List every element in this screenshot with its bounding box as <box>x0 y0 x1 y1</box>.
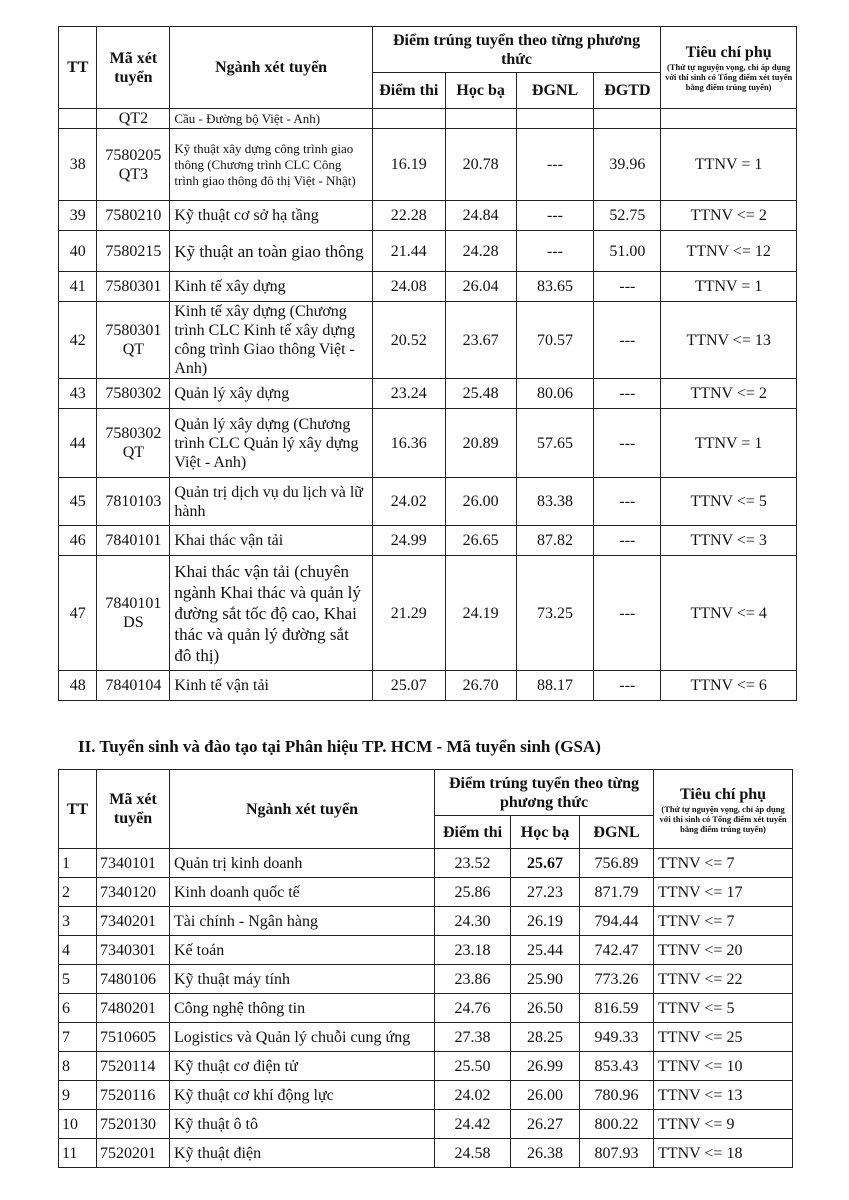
cell-tt: 11 <box>59 1139 97 1168</box>
cell-tt: 45 <box>59 478 97 526</box>
cell-exam-score: 16.36 <box>372 409 445 478</box>
cell-dgtd-score: --- <box>594 302 661 379</box>
cell-code: 7340120 <box>97 878 170 907</box>
cell-criteria: TTNV <= 17 <box>654 878 793 907</box>
header-major: Ngành xét tuyển <box>170 27 372 109</box>
header-tt: TT <box>59 27 97 109</box>
cell-tt: 5 <box>59 965 97 994</box>
cell-exam-score: 25.07 <box>372 671 445 701</box>
cell-major: Kinh tế xây dựng (Chương trình CLC Kinh tế xây dựng công trình Giao thông Việt - Anh) <box>170 302 372 379</box>
table-row <box>59 965 793 994</box>
cell-exam-score: 23.24 <box>372 379 445 409</box>
cell-transcript-score: 26.04 <box>445 272 516 302</box>
cell-transcript-score: 20.78 <box>445 129 516 201</box>
cell-code: 7520116 <box>97 1081 170 1110</box>
cell-transcript-score: 25.48 <box>445 379 516 409</box>
table-row <box>59 671 797 701</box>
cell-exam-score: 24.02 <box>435 1081 511 1110</box>
table-row <box>59 231 797 272</box>
cell-exam-score: 23.86 <box>435 965 511 994</box>
cell-transcript-score: 26.50 <box>511 994 580 1023</box>
cell-transcript-score: 26.38 <box>511 1139 580 1168</box>
cell-criteria: TTNV <= 20 <box>654 936 793 965</box>
cell-tt: 7 <box>59 1023 97 1052</box>
header-major: Ngành xét tuyển <box>170 770 435 849</box>
cell-criteria: TTNV <= 13 <box>654 1081 793 1110</box>
cell-tt: 42 <box>59 302 97 379</box>
cell-transcript-score: 26.99 <box>511 1052 580 1081</box>
cell-code: 7480201 <box>97 994 170 1023</box>
cell-tt: 3 <box>59 907 97 936</box>
cell-dgnl-score: --- <box>516 201 594 231</box>
table-row <box>59 907 793 936</box>
header-transcript: Học bạ <box>445 73 516 109</box>
cell-criteria: TTNV <= 13 <box>661 302 797 379</box>
cell-exam-score: 24.08 <box>372 272 445 302</box>
header-score-group: Điểm trúng tuyển theo từng phương thức <box>372 27 660 73</box>
cell-exam-score: 24.30 <box>435 907 511 936</box>
cell-criteria: TTNV <= 4 <box>661 556 797 671</box>
header-criteria-note: (Thứ tự nguyện vọng, chỉ áp dụng với thí sinh có Tổng điểm xét tuyển bằng điểm trúng tuyển) <box>665 62 793 92</box>
table-row <box>59 1139 793 1168</box>
cell-major: Công nghệ thông tin <box>170 994 435 1023</box>
table-row <box>59 409 797 478</box>
table-row <box>59 936 793 965</box>
cell-dgnl-score: 83.65 <box>516 272 594 302</box>
cell-transcript-score: 26.27 <box>511 1110 580 1139</box>
section-heading: II. Tuyển sinh và đào tạo tại Phân hiệu TP. HCM - Mã tuyển sinh (GSA) <box>78 737 601 756</box>
cell-dgnl-score: 816.59 <box>580 994 654 1023</box>
cell-tt: 39 <box>59 201 97 231</box>
cell-tt: 47 <box>59 556 97 671</box>
table-row <box>59 556 797 671</box>
cell-transcript-score: 25.90 <box>511 965 580 994</box>
cell-code: 7340301 <box>97 936 170 965</box>
cell-transcript-score: 26.00 <box>511 1081 580 1110</box>
cell-dgnl-score: --- <box>516 129 594 201</box>
cell-exam-score: 25.86 <box>435 878 511 907</box>
cell-exam-score: 22.28 <box>372 201 445 231</box>
cell-criteria: TTNV = 1 <box>661 129 797 201</box>
cell-major: Kỹ thuật cơ điện tử <box>170 1052 435 1081</box>
cell-criteria: TTNV <= 12 <box>661 231 797 272</box>
cell-criteria: TTNV <= 5 <box>654 994 793 1023</box>
cell-transcript-score: 23.67 <box>445 302 516 379</box>
cell-exam-score: 20.52 <box>372 302 445 379</box>
table-row <box>59 129 797 201</box>
cell-transcript-score: 24.19 <box>445 556 516 671</box>
header-criteria-note: (Thứ tự nguyện vọng, chỉ áp dụng với thí sinh có Tổng điểm xét tuyển bằng điểm trúng tuyển) <box>659 803 787 834</box>
cell-criteria: TTNV <= 25 <box>654 1023 793 1052</box>
cell-major: Khai thác vận tải (chuyên ngành Khai thác và quản lý đường sắt tốc độ cao, Khai thác và quản lý đường sắt đô thị) <box>170 556 372 671</box>
cell-dgtd-score: --- <box>594 272 661 302</box>
cell-tt: 40 <box>59 231 97 272</box>
header-score-group: Điểm trúng tuyển theo từng phương thức <box>435 770 654 816</box>
cell-criteria: TTNV <= 5 <box>661 478 797 526</box>
table-row <box>59 1110 793 1139</box>
cell-criteria: TTNV <= 2 <box>661 201 797 231</box>
cell-transcript-score: 28.25 <box>511 1023 580 1052</box>
table-row <box>59 878 793 907</box>
cell-tt: 10 <box>59 1110 97 1139</box>
cell-criteria: TTNV <= 3 <box>661 526 797 556</box>
cell-dgnl-score: 800.22 <box>580 1110 654 1139</box>
cell-exam-score: 24.02 <box>372 478 445 526</box>
cell-criteria: TTNV <= 7 <box>654 849 793 878</box>
cell-major: Kỹ thuật cơ sở hạ tầng <box>170 201 372 231</box>
table-row <box>59 379 797 409</box>
cell-exam-score: 21.29 <box>372 556 445 671</box>
cell-dgtd-score: 52.75 <box>594 201 661 231</box>
cell-code: 7510605 <box>97 1023 170 1052</box>
cell-code: 7520130 <box>97 1110 170 1139</box>
cell-code: 7580301 <box>97 272 170 302</box>
cell-criteria: TTNV <= 6 <box>661 671 797 701</box>
admission-scores-table-main <box>58 26 797 701</box>
cell-exam-score: 27.38 <box>435 1023 511 1052</box>
header-criteria-cell <box>654 770 793 849</box>
table-row <box>59 272 797 302</box>
header-code: Mã xét tuyển <box>97 770 170 849</box>
cell-major: Kỹ thuật xây dựng công trình giao thông (Chương trình CLC Công trình giao thông đô thị Việt - Nhật) <box>170 129 372 201</box>
cell-transcript-score: 25.44 <box>511 936 580 965</box>
cell-dgnl-score: 807.93 <box>580 1139 654 1168</box>
cell-tt: 9 <box>59 1081 97 1110</box>
cell-tt: 6 <box>59 994 97 1023</box>
cell-dgnl-score: --- <box>516 231 594 272</box>
cell-transcript-score: 24.84 <box>445 201 516 231</box>
cell-transcript-score: 25.67 <box>511 849 580 878</box>
cell-dgnl-score: 70.57 <box>516 302 594 379</box>
cell-code: 7810103 <box>97 478 170 526</box>
header-tt: TT <box>59 770 97 849</box>
cell-code: 7340101 <box>97 849 170 878</box>
cell-dgnl-score: 83.38 <box>516 478 594 526</box>
cell-exam-score: 21.44 <box>372 231 445 272</box>
cell-code: 7340201 <box>97 907 170 936</box>
cell-transcript-score: 20.89 <box>445 409 516 478</box>
cell-major: Kinh doanh quốc tế <box>170 878 435 907</box>
cell-dgtd-score: --- <box>594 379 661 409</box>
cell-transcript-score: 24.28 <box>445 231 516 272</box>
header-dgnl: ĐGNL <box>516 73 594 109</box>
cell-dgnl-score: 756.89 <box>580 849 654 878</box>
table-row <box>59 302 797 379</box>
table-row-continuation <box>59 109 797 129</box>
table-row <box>59 478 797 526</box>
cell-major: Tài chính - Ngân hàng <box>170 907 435 936</box>
cell-tt: 43 <box>59 379 97 409</box>
cell-transcript-score: 26.70 <box>445 671 516 701</box>
cell-exam-score: 23.52 <box>435 849 511 878</box>
cell-dgnl-score: 853.43 <box>580 1052 654 1081</box>
table-row <box>59 849 793 878</box>
cell-tt: 2 <box>59 878 97 907</box>
cell-dgnl-score: 73.25 <box>516 556 594 671</box>
cell-transcript-score: 26.00 <box>445 478 516 526</box>
cell-tt: 44 <box>59 409 97 478</box>
cell-criteria: TTNV <= 2 <box>661 379 797 409</box>
header-criteria-cell <box>661 27 797 109</box>
cell-dgnl-score: 780.96 <box>580 1081 654 1110</box>
cell-dgnl-score: 88.17 <box>516 671 594 701</box>
cell-exam-score: 24.42 <box>435 1110 511 1139</box>
table-row <box>59 994 793 1023</box>
cell-dgnl-score: 794.44 <box>580 907 654 936</box>
cell-code: 7840104 <box>97 671 170 701</box>
cell-code: 7580302 <box>97 379 170 409</box>
cell-dgnl-score: 80.06 <box>516 379 594 409</box>
header-criteria: Tiêu chí phụ <box>680 785 767 803</box>
cell-code: 7580210 <box>97 201 170 231</box>
cell-code: QT2 <box>97 109 170 129</box>
cell-criteria: TTNV = 1 <box>661 272 797 302</box>
cell-dgtd-score: 39.96 <box>594 129 661 201</box>
cell-dgtd-score: --- <box>594 478 661 526</box>
cell-transcript-score: 26.19 <box>511 907 580 936</box>
cell-transcript-score: 27.23 <box>511 878 580 907</box>
table-row <box>59 526 797 556</box>
cell-code: 7580301 QT <box>97 302 170 379</box>
header-code: Mã xét tuyển <box>97 27 170 109</box>
cell-dgnl-score: 87.82 <box>516 526 594 556</box>
cell-dgtd-score: --- <box>594 556 661 671</box>
cell-code: 7480106 <box>97 965 170 994</box>
cell-dgtd-score: --- <box>594 526 661 556</box>
cell-exam-score: 16.19 <box>372 129 445 201</box>
cell-criteria: TTNV <= 22 <box>654 965 793 994</box>
cell-code: 7840101 DS <box>97 556 170 671</box>
cell-exam-score: 24.58 <box>435 1139 511 1168</box>
table-row <box>59 1081 793 1110</box>
cell-major: Kinh tế vận tải <box>170 671 372 701</box>
cell-dgnl-score: 949.33 <box>580 1023 654 1052</box>
header-transcript: Học bạ <box>511 816 580 849</box>
cell-dgnl-score: 742.47 <box>580 936 654 965</box>
cell-dgnl-score: 773.26 <box>580 965 654 994</box>
cell-exam-score: 24.76 <box>435 994 511 1023</box>
cell-code: 7580215 <box>97 231 170 272</box>
header-dgtd: ĐGTD <box>594 73 661 109</box>
cell-criteria: TTNV <= 10 <box>654 1052 793 1081</box>
cell-dgnl-score: 871.79 <box>580 878 654 907</box>
header-exam: Điểm thi <box>435 816 511 849</box>
cell-criteria: TTNV <= 9 <box>654 1110 793 1139</box>
cell-criteria: TTNV = 1 <box>661 409 797 478</box>
cell-tt: 46 <box>59 526 97 556</box>
header-criteria: Tiêu chí phụ <box>685 44 772 61</box>
cell-tt: 48 <box>59 671 97 701</box>
cell-dgtd-score: --- <box>594 671 661 701</box>
cell-transcript-score: 26.65 <box>445 526 516 556</box>
cell-major: Khai thác vận tải <box>170 526 372 556</box>
cell-major: Kỹ thuật an toàn giao thông <box>170 231 372 272</box>
cell-major: Kỹ thuật điện <box>170 1139 435 1168</box>
table-row <box>59 1052 793 1081</box>
cell-criteria: TTNV <= 7 <box>654 907 793 936</box>
cell-major: Quản lý xây dựng (Chương trình CLC Quản lý xây dựng Việt - Anh) <box>170 409 372 478</box>
cell-exam-score: 24.99 <box>372 526 445 556</box>
cell-major: Kỹ thuật máy tính <box>170 965 435 994</box>
cell-major: Kế toán <box>170 936 435 965</box>
cell-major: Kỹ thuật cơ khí động lực <box>170 1081 435 1110</box>
cell-tt: 41 <box>59 272 97 302</box>
cell-tt: 1 <box>59 849 97 878</box>
header-exam: Điểm thi <box>372 73 445 109</box>
cell-tt: 38 <box>59 129 97 201</box>
header-dgnl: ĐGNL <box>580 816 654 849</box>
table-row <box>59 201 797 231</box>
cell-tt: 4 <box>59 936 97 965</box>
cell-code: 7580205 QT3 <box>97 129 170 201</box>
cell-major: Logistics và Quản lý chuỗi cung ứng <box>170 1023 435 1052</box>
cell-major: Kỹ thuật ô tô <box>170 1110 435 1139</box>
cell-code: 7520201 <box>97 1139 170 1168</box>
cell-code: 7840101 <box>97 526 170 556</box>
cell-major: Cầu - Đường bộ Việt - Anh) <box>170 109 372 129</box>
cell-exam-score: 23.18 <box>435 936 511 965</box>
cell-dgtd-score: 51.00 <box>594 231 661 272</box>
cell-tt: 8 <box>59 1052 97 1081</box>
table-row <box>59 1023 793 1052</box>
cell-major: Quản trị kinh doanh <box>170 849 435 878</box>
admission-scores-table-hcm <box>58 769 793 1168</box>
cell-code: 7580302 QT <box>97 409 170 478</box>
cell-code: 7520114 <box>97 1052 170 1081</box>
cell-dgtd-score: --- <box>594 409 661 478</box>
cell-major: Quản trị dịch vụ du lịch và lữ hành <box>170 478 372 526</box>
cell-major: Kinh tế xây dựng <box>170 272 372 302</box>
cell-major: Quản lý xây dựng <box>170 379 372 409</box>
cell-exam-score: 25.50 <box>435 1052 511 1081</box>
cell-criteria: TTNV <= 18 <box>654 1139 793 1168</box>
cell-dgnl-score: 57.65 <box>516 409 594 478</box>
